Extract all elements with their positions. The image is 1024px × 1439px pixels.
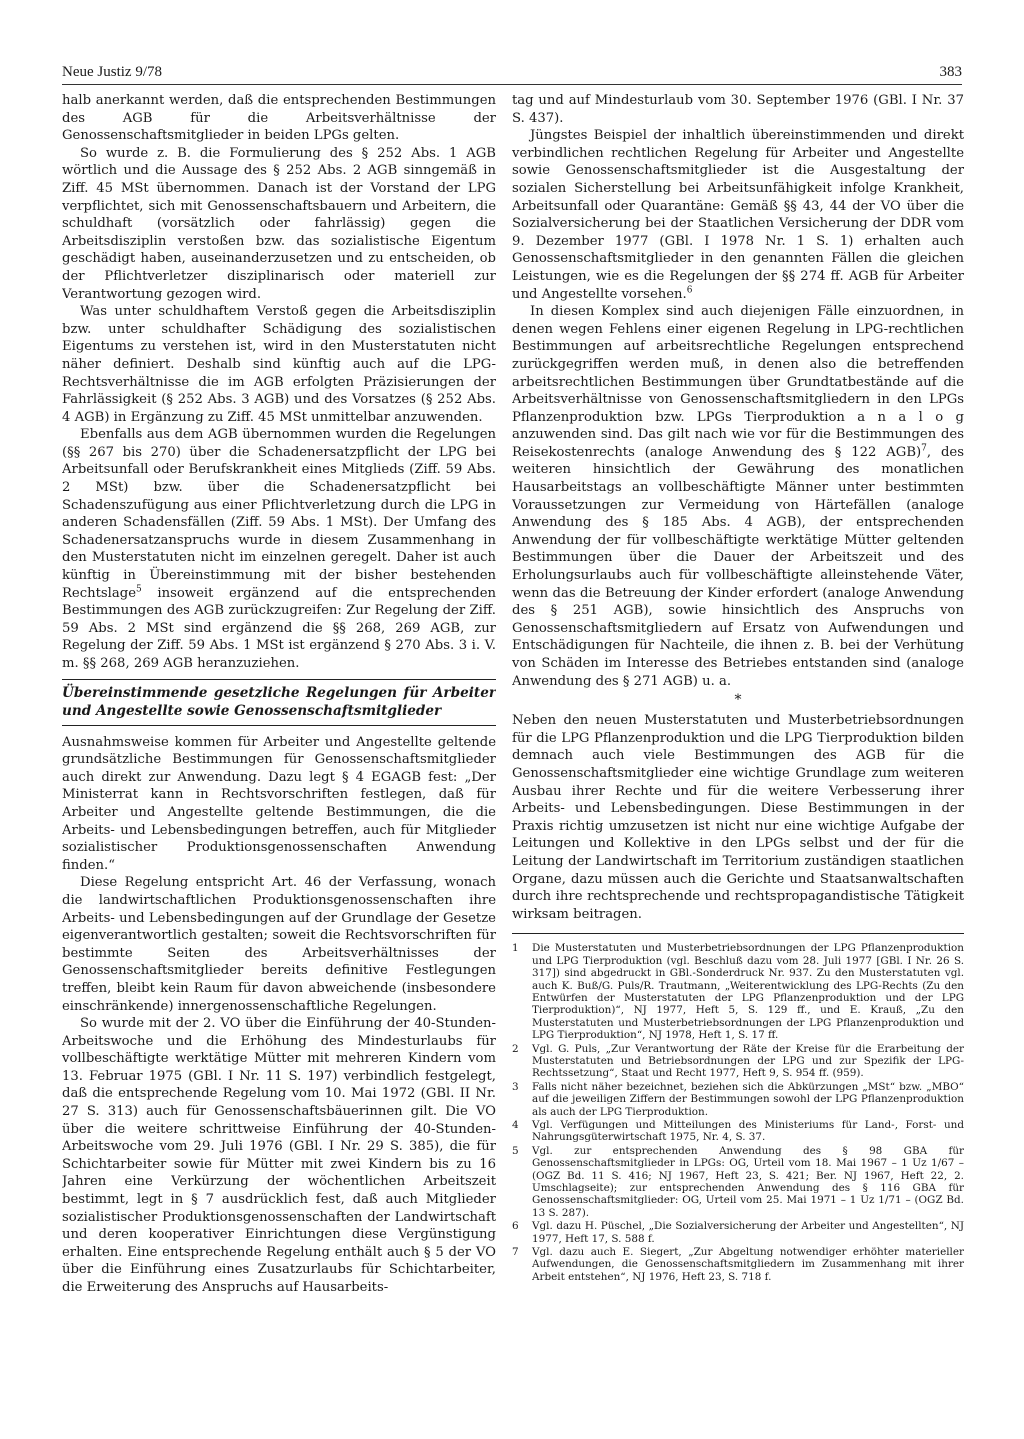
footnote-number: 3 (512, 1080, 519, 1093)
paragraph (512, 303, 964, 690)
paragraph (512, 127, 964, 303)
footnote-text: Vgl. G. Puls, „Zur Verantwortung der Räte der Kreise für die Erarbeitung der Musterstatuten und Betriebsordnungen der LPG und zur Spezifik der LPG-Rechtssetzung“, Staat und Recht 1977, Heft 9, S. 954 ff. (959). (532, 1042, 964, 1080)
paragraph-text: In diesen Komplex sind auch diejenigen Fälle einzuordnen, in denen wegen Fehlens einer eigenen Regelung in LPG-rechtlichen Bestimmungen auf arbeitsrechtliche Regelungen entsprechend zurückgegriffen werden muß, in denen also die betreffenden arbeitsrechtlichen Bestimmungen über Grundtatbestände auf die Arbeitsverhältnisse von Genossenschaftsmitgliedern in den LPGs Pflanzenproduktion bzw. LPGs Tierproduktion a n a l o g anzuwenden sind. Das gilt nach wie vor für die Bestimmungen des Reisekostenrechts (analoge Anwendung des § 122 AGB) (512, 304, 964, 460)
footnote-text: Vgl. zur entsprechenden Anwendung des § 98 GBA für Genossenschaftsmitglieder in LPGs: OG, Urteil vom 18. Mai 1967 – 1 Uz 1/67 – (OGZ Bd. 11 S. 416; NJ 1967, Heft 23, S. 421; Ber. NJ 1967, Heft 22, 2. Umschlagseite); zur entsprechenden Anwendung des § 116 GBA für Genossenschaftsmitglieder: OG, Urteil vom 25. Mai 1971 – 1 Uz 1/71 – (OGZ Bd. 13 S. 287). (532, 1144, 964, 1219)
footnote (512, 1119, 964, 1144)
journal-title: Neue Justiz 9/78 (62, 64, 162, 80)
footnote-number: 5 (512, 1144, 519, 1157)
paragraph-text: insoweit ergänzend auf die entsprechenden Bestimmungen des AGB zurückzugreifen: Zur Regelung der Ziff. 59 Abs. 2 MSt sind ergänzend die §§ 268, 269 AGB, zur Regelung der Ziff. 59 Abs. 1 MSt ist ergänzend § 270 Abs. 3 i. V. m. §§ 268, 269 AGB heranzuziehen. (62, 585, 496, 671)
left-column (62, 92, 496, 1417)
footnote-number: 1 (512, 942, 519, 955)
paragraph: Neben den neuen Musterstatuten und Musterbetriebsordnungen für die LPG Pflanzenproduktion und die LPG Tierproduktion bilden demnach auch viele Bestimmungen des AGB für die Genossenschaftsmitglieder eine wichtige Grundlage zum weiteren Ausbau ihrer Rechte und für die weitere Verbesserung ihrer Arbeits- und Lebensbedingungen. Diese Bestimmungen in der Praxis richtig umzusetzen ist nicht nur eine wichtige Aufgabe der Leitungen und Kollektive in den LPGs selbst und der für die Leitung der Landwirtschaft im Territorium zuständigen staatlichen Organe, dazu müssen auch die Gerichte und Staatsanwaltschaften durch ihre rechtsprechende und rechtspropagandistische Tätigkeit wirksam beitragen. (512, 713, 964, 922)
footnote-ref: 7 (921, 443, 927, 454)
footnote-number: 2 (512, 1042, 519, 1055)
paragraph (62, 426, 496, 672)
footnote (512, 1220, 964, 1245)
footnote-number: 6 (512, 1220, 519, 1233)
paragraph: tag und auf Mindesturlaub vom 30. September 1976 (GBl. I Nr. 37 S. 437). (512, 93, 964, 126)
page-number: 383 (939, 64, 962, 80)
footnote (512, 1043, 964, 1080)
paragraph: Was unter schuldhaftem Verstoß gegen die Arbeitsdisziplin bzw. unter schuldhafter Schädigung des sozialistischen Eigentums zu verstehen ist, wird in den Musterstatuten nicht näher definiert. Deshalb sind künftig auch auf die LPG-Rechtsverhältnisse die im AGB erfolgten Präzisierungen der Fahrlässigkeit (§ 252 Abs. 3 AGB) und des Vorsatzes (§ 252 Abs. 4 AGB) in Ergänzung zu Ziff. 45 MSt unmittelbar anzuwenden. (62, 304, 496, 425)
footnote-divider (512, 933, 964, 934)
footnote (512, 1246, 964, 1283)
footnote-ref: 6 (686, 285, 693, 296)
paragraph: Ausnahmsweise kommen für Arbeiter und Angestellte geltende grundsätzliche Bestimmungen für Genossenschaftsmitglieder auch direkt zur Anwendung. Dazu legt § 4 EGAGB fest: „Der Ministerrat kann in Rechtsvorschriften festlegen, daß für Arbeiter und Angestellte geltende Bestimmungen, die die Arbeits- und Lebensbedingungen betreffen, auch für Mitglieder sozialistischer Produktionsgenossenschaften Anwendung finden.“ (62, 734, 496, 873)
footnote-text: Vgl. Verfügungen und Mitteilungen des Ministeriums für Land-, Forst- und Nahrungsgüterwirtschaft 1975, Nr. 4, S. 37. (532, 1119, 964, 1144)
footnotes (512, 942, 964, 1283)
footnote-ref: 5 (136, 584, 142, 595)
paragraph: So wurde z. B. die Formulierung des § 252 Abs. 1 AGB wörtlich und die Aussage des § 252 Abs. 2 AGB sinngemäß in Ziff. 45 MSt übernommen. Danach ist der Vorstand der LPG verpflichtet, sich mit Genossenschaftsbauern und Arbeitern, die schuldhaft (vorsätzlich oder fahrlässig) gegen die Arbeitsdisziplin verstoßen bzw. das sozialistische Eigentum geschädigt haben, auseinanderzusetzen und zu entscheiden, ob der Pflichtverletzer disziplinarisch oder materiell zur Verantwortung gezogen wird. (62, 145, 496, 302)
page-header (62, 60, 962, 85)
section-heading: Übereinstimmende gesetzliche Regelungen für Arbeiter und Angestellte sowie Genossenschaftsmitglieder (62, 679, 496, 726)
footnote-number: 7 (512, 1246, 519, 1259)
paragraph-text: Jüngstes Beispiel der inhaltlich übereinstimmenden und direkt verbindlichen rechtlichen Regelung für Arbeiter und Angestellte sowie Genossenschaftsmitglieder ist die Ausgestaltung der sozialen Sicherstellung bei Arbeitsunfähigkeit infolge Krankheit, Arbeitsunfall oder Quarantäne: Gemäß §§ 43, 44 der VO über die Sozialversicherung bei der Staatlichen Versicherung der DDR vom 9. Dezember 1977 (GBl. I 1978 Nr. 1 S. 1) erhalten auch Genossenschaftsmitglieder in den genannten Fällen die gleichen Leistungen, wie es die Regelungen der §§ 274 ff. AGB für Arbeiter und Angestellte vorsehen. (512, 128, 964, 302)
footnote-text: Die Musterstatuten und Musterbetriebsordnungen der LPG Pflanzenproduktion und LPG Tierproduktion (vgl. Beschluß dazu vom 28. Juli 1977 [GBl. I Nr. 26 S. 317]) sind abgedruckt in GBl.-Sonderdruck Nr. 937. Zu den Musterstatuten vgl. auch K. Buß/G. Puls/R. Trautmann, „Weiterentwicklung des LPG-Rechts (Zu den Entwürfen der Musterstatuten der LPG Pflanzenproduktion und der LPG Tierproduktion)“, NJ 1977, Heft 5, S. 129 ff., und E. Krauß, „Zu den Musterstatuten und Musterbetriebsordnungen der LPG Pflanzenproduktion und LPG Tierproduktion“, NJ 1978, Heft 1, S. 17 ff. (532, 942, 964, 1042)
section-separator: * (734, 692, 742, 709)
paragraph: So wurde mit der 2. VO über die Einführung der 40-Stunden-Arbeitswoche und die Erhöhung des Mindesturlaubs für vollbeschäftigte werktätige Mütter mit mehreren Kindern vom 13. Februar 1975 (GBl. I Nr. 11 S. 197) verbindlich festgelegt, daß die entsprechende Regelung vom 10. Mai 1972 (GBl. II Nr. 27 S. 313) auch für Genossenschaftsbäuerinnen gilt. Die VO über die weitere schrittweise Einführung der 40-Stunden-Arbeitswoche vom 29. Juli 1976 (GBl. I Nr. 29 S. 385), die für Schichtarbeiter sowie für Mütter mit zwei Kindern bis zu 16 Jahren eine Verkürzung der wöchentlichen Arbeitszeit bestimmt, legt in § 7 ausdrücklich fest, daß auch Mitglieder sozialistischer Produktionsgenossenschaften der Landwirtschaft und deren kooperativer Einrichtungen diese Vergünstigung erhalten. Eine entsprechende Regelung enthält auch § 5 der VO über die Einführung eines Zusatzurlaubs für Schichtarbeiter, die Erweiterung des Anspruchs auf Hausarbeits- (62, 1016, 496, 1295)
footnote-number: 4 (512, 1119, 519, 1131)
paragraph-text: , des weiteren hinsichtlich der Gewährung des monatlichen Hausarbeitstags an vollbeschäftigte Männer unter bestimmten Voraussetzungen zur Vermeidung von Härtefällen (analoge Anwendung des § 185 Abs. 4 AGB), der entsprechenden Anwendung der für vollbeschäftigte werktätige Mütter geltenden Bestimmungen über die Dauer der Arbeitszeit und des Erholungsurlaubs auch für vollbeschäftigte alleinstehende Väter, wenn das die Betreuung der Kinder erfordert (analoge Anwendung des § 251 AGB), sowie hinsichtlich des Anspruchs von Genossenschaftsmitgliedern auf Ersatz von Aufwendungen und Entschädigungen für Nachteile, die ihnen z. B. bei der Verhütung von Schäden im Interesse des Betriebes entstanden sind (analoge Anwendung des § 271 AGB) u. a. (512, 444, 964, 689)
paragraph-text: Ebenfalls aus dem AGB übernommen wurden die Regelungen (§§ 267 bis 270) über die Schadenersatzpflicht der LPG bei Arbeitsunfall oder Berufskrankheit eines Mitglieds (Ziff. 59 Abs. 2 MSt) bzw. über die Schadenersatzpflicht bei Schadenszufügung aus einer Pflichtverletzung durch die LPG in anderen Schadensfällen (Ziff. 59 Abs. 1 MSt). Der Umfang des Schadenersatzanspruchs wurde in diesem Zusammenhang in den Musterstatuten nicht im einzelnen geregelt. Daher ist auch künftig in Übereinstimmung mit der bisher bestehenden Rechtslage (62, 427, 496, 601)
footnote-text: Falls nicht näher bezeichnet, beziehen sich die Abkürzungen „MSt“ bzw. „MBO“ auf die jeweiligen Ziffern der Bestimmungen sowohl der LPG Pflanzenproduktion als auch der LPG Tierproduktion. (532, 1080, 964, 1118)
footnote (512, 942, 964, 1041)
footnote-text: Vgl. dazu auch E. Siegert, „Zur Abgeltung notwendiger erhöhter materieller Aufwendungen, die Genossenschaftsmitgliedern im Zusammenhang mit ihrer Arbeit entstehen“, NJ 1976, Heft 23, S. 718 f. (532, 1246, 964, 1283)
footnote (512, 1081, 964, 1118)
footnote-text: Vgl. dazu H. Püschel, „Die Sozialversicherung der Arbeiter und Angestellten“, NJ 1977, Heft 17, S. 588 f. (532, 1220, 964, 1245)
right-column (512, 92, 964, 1417)
paragraph: halb anerkannt werden, daß die entsprechenden Bestimmungen des AGB für die Arbeitsverhältnisse der Genossenschaftsmitglieder in beiden LPGs gelten. (62, 93, 496, 144)
footnote (512, 1145, 964, 1219)
paragraph: Diese Regelung entspricht Art. 46 der Verfassung, wonach die landwirtschaftlichen Produktionsgenossenschaften ihre Arbeits- und Lebensbedingungen auf der Grundlage der Gesetze eigenverantwortlich gestalten; soweit die Rechtsvorschriften für bestimmte Seiten des Arbeitsverhältnisses der Genossenschaftsmitglieder bereits definitive Festlegungen treffen, bleibt kein Raum für davon abweichende (insbesondere einschränkende) innergenossenschaftliche Regelungen. (62, 875, 496, 1014)
